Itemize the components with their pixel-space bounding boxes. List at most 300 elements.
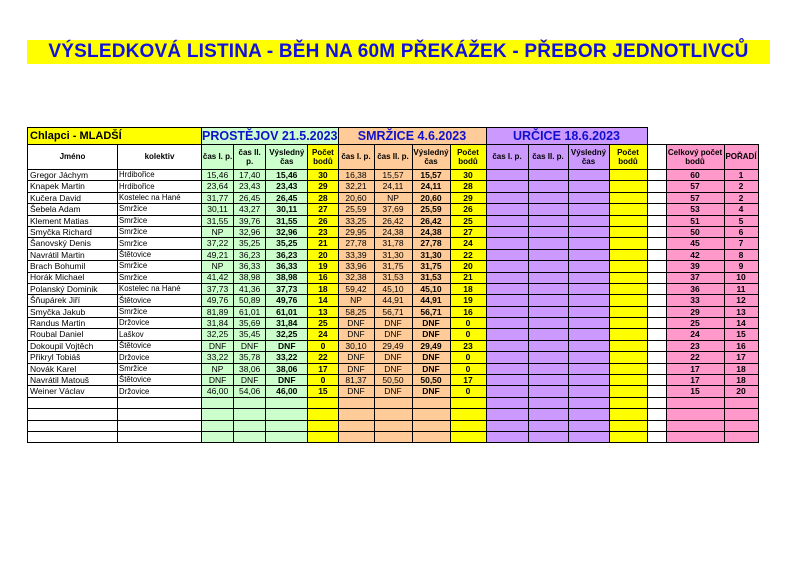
empty-cell [568,409,609,420]
total-points: 17 [666,363,724,374]
total-points: 42 [666,249,724,260]
smr-points: 16 [450,306,486,317]
pro-final-time: 37,73 [266,283,308,294]
pro-final-time: 61,01 [266,306,308,317]
smr-points: 0 [450,386,486,397]
spacer-cell [647,386,666,397]
urc-time-2 [528,352,568,363]
smr-points: 27 [450,226,486,237]
header-pro-final: Výsledný čas [266,145,308,170]
athlete-name: Knapek Martin [28,181,118,192]
urc-points [609,261,647,272]
race-urcice-label: URČICE 18.6.2023 [486,128,647,145]
empty-cell [666,420,724,431]
pro-time-1: 31,55 [202,215,234,226]
spacer-cell [647,215,666,226]
urc-final-time [568,170,609,181]
smr-time-2: 15,57 [374,170,412,181]
pro-time-1: 33,22 [202,352,234,363]
smr-time-2: DNF [374,352,412,363]
empty-cell [528,397,568,408]
rank: 12 [724,295,758,306]
pro-time-2: 32,96 [234,226,266,237]
urc-time-1 [486,215,528,226]
urc-time-1 [486,306,528,317]
smr-time-2: 26,42 [374,215,412,226]
athlete-club: Držovice [118,352,202,363]
urc-points [609,226,647,237]
smr-points: 18 [450,283,486,294]
urc-time-2 [528,215,568,226]
athlete-club: Držovice [118,386,202,397]
smr-final-time: DNF [412,318,450,329]
total-points: 25 [666,318,724,329]
athlete-club: Laškov [118,329,202,340]
urc-points [609,340,647,351]
empty-cell [338,420,374,431]
pro-time-1: 49,21 [202,249,234,260]
urc-final-time [568,283,609,294]
table-row [28,170,759,181]
smr-time-1: 27,78 [338,238,374,249]
pro-final-time: 36,33 [266,261,308,272]
total-points: 24 [666,329,724,340]
urc-time-2 [528,192,568,203]
pro-final-time: 32,96 [266,226,308,237]
pro-points: 24 [308,329,338,340]
table-row [28,272,759,283]
table-row [28,283,759,294]
pro-time-1: 30,11 [202,204,234,215]
urc-points [609,306,647,317]
smr-time-2: 37,69 [374,204,412,215]
header-smr-t1: čas I. p. [338,145,374,170]
pro-final-time: 38,06 [266,363,308,374]
rank: 18 [724,375,758,386]
urc-time-1 [486,204,528,215]
total-points: 33 [666,295,724,306]
urc-time-1 [486,340,528,351]
smr-time-1: 16,38 [338,170,374,181]
smr-time-1: DNF [338,363,374,374]
pro-time-1: DNF [202,375,234,386]
smr-time-2: 31,78 [374,238,412,249]
urc-time-2 [528,318,568,329]
urc-time-2 [528,295,568,306]
rank: 16 [724,340,758,351]
empty-cell [528,409,568,420]
empty-cell [724,409,758,420]
empty-cell [234,420,266,431]
empty-cell [234,409,266,420]
results-table [27,127,759,443]
urc-time-1 [486,295,528,306]
pro-time-2: 50,89 [234,295,266,306]
header-pro-t2: čas II. p. [234,145,266,170]
empty-cell [234,431,266,442]
urc-time-2 [528,306,568,317]
pro-time-1: 41,42 [202,272,234,283]
rank: 17 [724,352,758,363]
empty-cell [647,397,666,408]
athlete-name: Klement Matias [28,215,118,226]
pro-time-2: 41,36 [234,283,266,294]
urc-time-1 [486,352,528,363]
pro-final-time: 46,00 [266,386,308,397]
header-pro-points: Počet bodů [308,145,338,170]
table-row [28,226,759,237]
empty-cell [234,397,266,408]
pro-points: 14 [308,295,338,306]
smr-final-time: DNF [412,363,450,374]
urc-time-2 [528,238,568,249]
empty-cell [202,397,234,408]
athlete-club: Štětovice [118,340,202,351]
table-row [28,261,759,272]
empty-cell [338,397,374,408]
total-points: 17 [666,375,724,386]
pro-time-1: 23,64 [202,181,234,192]
smr-points: 0 [450,329,486,340]
urc-time-2 [528,283,568,294]
smr-final-time: 26,42 [412,215,450,226]
spacer-cell [647,352,666,363]
urc-final-time [568,226,609,237]
smr-final-time: 20,60 [412,192,450,203]
empty-cell [647,431,666,442]
smr-time-2: 24,11 [374,181,412,192]
empty-cell [374,431,412,442]
race-band-row [28,128,759,145]
table-row [28,363,759,374]
total-points: 51 [666,215,724,226]
table-row [28,318,759,329]
pro-final-time: 31,84 [266,318,308,329]
urc-time-2 [528,181,568,192]
athlete-club: Smržice [118,204,202,215]
rank: 6 [724,226,758,237]
pro-time-1: DNF [202,340,234,351]
empty-cell [118,431,202,442]
pro-time-2: DNF [234,375,266,386]
empty-cell [450,420,486,431]
urc-time-1 [486,375,528,386]
spacer-cell [647,363,666,374]
empty-row [28,409,759,420]
smr-time-1: DNF [338,352,374,363]
smr-final-time: 29,49 [412,340,450,351]
urc-time-2 [528,363,568,374]
table-row [28,249,759,260]
smr-time-1: DNF [338,318,374,329]
urc-points [609,375,647,386]
urc-final-time [568,204,609,215]
pro-time-2: 54,06 [234,386,266,397]
smr-final-time: 31,75 [412,261,450,272]
smr-final-time: 24,11 [412,181,450,192]
athlete-name: Šňupárek Jiří [28,295,118,306]
smr-time-2: 44,91 [374,295,412,306]
smr-final-time: DNF [412,329,450,340]
pro-time-1: 31,84 [202,318,234,329]
pro-points: 27 [308,204,338,215]
pro-final-time: 33,22 [266,352,308,363]
smr-points: 23 [450,340,486,351]
total-points: 39 [666,261,724,272]
smr-points: 17 [450,375,486,386]
smr-points: 19 [450,295,486,306]
pro-time-1: 15,46 [202,170,234,181]
empty-cell [266,409,308,420]
urc-time-1 [486,363,528,374]
empty-cell [528,420,568,431]
rank: 9 [724,261,758,272]
pro-final-time: 30,11 [266,204,308,215]
athlete-name: Šebela Adam [28,204,118,215]
total-points: 23 [666,340,724,351]
table-row [28,352,759,363]
urc-time-1 [486,386,528,397]
smr-final-time: 25,59 [412,204,450,215]
athlete-club: Hrdibořice [118,170,202,181]
smr-time-2: NP [374,192,412,203]
total-points: 60 [666,170,724,181]
empty-cell [486,420,528,431]
urc-time-1 [486,261,528,272]
pro-final-time: 32,25 [266,329,308,340]
urc-points [609,352,647,363]
band-spacer [647,128,758,145]
spacer-cell [647,272,666,283]
empty-cell [609,397,647,408]
table-row [28,215,759,226]
urc-time-1 [486,329,528,340]
pro-time-1: 31,77 [202,192,234,203]
urc-final-time [568,352,609,363]
empty-cell [118,397,202,408]
smr-time-1: 33,39 [338,249,374,260]
empty-cell [568,420,609,431]
athlete-club: Štětovice [118,295,202,306]
pro-final-time: 26,45 [266,192,308,203]
athlete-name: Smyčka Richard [28,226,118,237]
header-rank: POŘADÍ [724,145,758,170]
urc-final-time [568,192,609,203]
smr-time-1: DNF [338,386,374,397]
urc-time-2 [528,340,568,351]
empty-cell [666,431,724,442]
empty-cell [486,397,528,408]
pro-time-2: 17,40 [234,170,266,181]
smr-points: 24 [450,238,486,249]
smr-final-time: 15,57 [412,170,450,181]
rank: 5 [724,215,758,226]
empty-cell [308,431,338,442]
pro-points: 0 [308,340,338,351]
pro-time-1: 49,76 [202,295,234,306]
header-smr-final: Výsledný čas [412,145,450,170]
pro-time-1: 37,22 [202,238,234,249]
urc-time-2 [528,249,568,260]
smr-time-2: DNF [374,318,412,329]
header-urc-t2: čas II. p. [528,145,568,170]
empty-cell [568,431,609,442]
smr-time-2: DNF [374,329,412,340]
rank: 10 [724,272,758,283]
empty-cell [724,431,758,442]
spacer-cell [647,192,666,203]
header-urc-points: Počet bodů [609,145,647,170]
rank: 15 [724,329,758,340]
spacer-cell [647,375,666,386]
pro-points: 17 [308,363,338,374]
athlete-name: Gregor Jáchym [28,170,118,181]
smr-points: 20 [450,261,486,272]
empty-cell [308,420,338,431]
table-row [28,295,759,306]
pro-time-2: 35,25 [234,238,266,249]
pro-points: 21 [308,238,338,249]
table-row [28,204,759,215]
urc-points [609,249,647,260]
urc-final-time [568,386,609,397]
page-title: VÝSLEDKOVÁ LISTINA - BĚH NA 60M PŘEKÁŽEK - PŘEBOR JEDNOTLIVCŮ [48,41,749,62]
pro-time-2: 35,69 [234,318,266,329]
pro-time-2: 36,23 [234,249,266,260]
rank: 11 [724,283,758,294]
smr-points: 26 [450,204,486,215]
pro-final-time: 23,43 [266,181,308,192]
urc-time-1 [486,249,528,260]
athlete-name: Kučera David [28,192,118,203]
empty-cell [609,431,647,442]
urc-time-1 [486,238,528,249]
total-points: 36 [666,283,724,294]
empty-cell [118,409,202,420]
pro-time-2: 43,27 [234,204,266,215]
urc-final-time [568,261,609,272]
race-prostejov-label: PROSTĚJOV 21.5.2023 [202,128,338,143]
urc-points [609,170,647,181]
smr-time-2: 50,50 [374,375,412,386]
table-row [28,386,759,397]
urc-time-1 [486,170,528,181]
empty-cell [412,409,450,420]
pro-points: 30 [308,170,338,181]
smr-final-time: 45,10 [412,283,450,294]
athlete-name: Šanovský Denis [28,238,118,249]
total-points: 15 [666,386,724,397]
urc-points [609,283,647,294]
smr-points: 29 [450,192,486,203]
pro-points: 19 [308,261,338,272]
smr-final-time: DNF [412,352,450,363]
pro-time-1: 37,73 [202,283,234,294]
urc-time-2 [528,329,568,340]
pro-time-2: 38,98 [234,272,266,283]
rank: 2 [724,192,758,203]
spacer-cell [647,318,666,329]
urc-points [609,181,647,192]
urc-points [609,318,647,329]
athlete-name: Horák Michael [28,272,118,283]
empty-cell [338,431,374,442]
pro-points: 13 [308,306,338,317]
pro-points: 18 [308,283,338,294]
pro-points: 29 [308,181,338,192]
empty-cell [609,420,647,431]
pro-time-2: 26,45 [234,192,266,203]
pro-time-1: 32,25 [202,329,234,340]
pro-points: 0 [308,375,338,386]
rank: 4 [724,204,758,215]
smr-points: 22 [450,249,486,260]
rank: 7 [724,238,758,249]
header-urc-t1: čas I. p. [486,145,528,170]
empty-cell [28,431,118,442]
smr-time-1: 32,38 [338,272,374,283]
pro-final-time: DNF [266,340,308,351]
athlete-name: Smyčka Jakub [28,306,118,317]
table-row [28,306,759,317]
rank: 13 [724,306,758,317]
urc-final-time [568,318,609,329]
urc-final-time [568,375,609,386]
header-club: kolektiv [118,145,202,170]
smr-time-1: 25,59 [338,204,374,215]
smr-time-1: 29,95 [338,226,374,237]
urc-time-1 [486,226,528,237]
urc-time-2 [528,272,568,283]
urc-time-1 [486,272,528,283]
pro-time-2: DNF [234,340,266,351]
header-pro-t1: čas I. p. [202,145,234,170]
race-smrzice-label: SMRŽICE 4.6.2023 [338,128,486,145]
empty-cell [202,420,234,431]
smr-time-2: 56,71 [374,306,412,317]
empty-cell [486,431,528,442]
pro-final-time: DNF [266,375,308,386]
athlete-name: Přikryl Tobiáš [28,352,118,363]
pro-time-1: 46,00 [202,386,234,397]
total-points: 50 [666,226,724,237]
empty-cell [308,397,338,408]
urc-points [609,363,647,374]
smr-time-1: 32,21 [338,181,374,192]
smr-time-1: DNF [338,329,374,340]
athlete-club: Smržice [118,226,202,237]
pro-points: 23 [308,226,338,237]
smr-points: 0 [450,318,486,329]
empty-cell [374,397,412,408]
empty-cell [28,409,118,420]
empty-cell [412,420,450,431]
empty-cell [118,420,202,431]
urc-points [609,295,647,306]
pro-points: 20 [308,249,338,260]
pro-points: 15 [308,386,338,397]
smr-final-time: 27,78 [412,238,450,249]
rank: 14 [724,318,758,329]
rank: 8 [724,249,758,260]
empty-cell [647,420,666,431]
smr-points: 28 [450,181,486,192]
urc-final-time [568,249,609,260]
urc-time-2 [528,204,568,215]
title-bar [27,40,770,64]
athlete-name: Novák Karel [28,363,118,374]
pro-points: 22 [308,352,338,363]
